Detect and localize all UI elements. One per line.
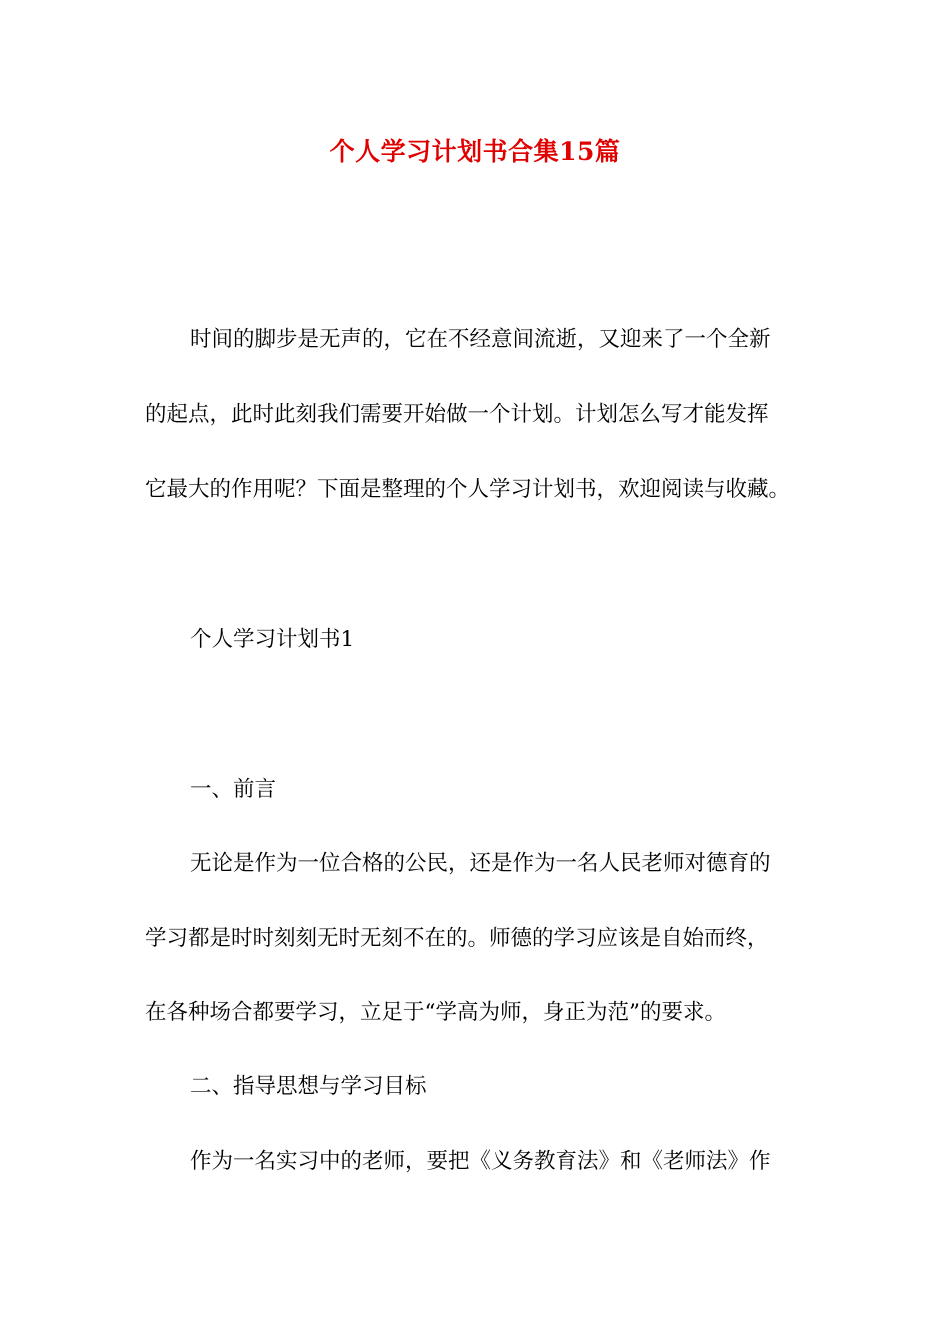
section-heading: 一、前言 [190,777,277,802]
document-title: 个人学习计划书合集15篇 [329,137,621,166]
paragraph-line: 时间的脚步是无声的，它在不经意间流逝，又迎来了一个全新 [190,327,771,352]
paragraph-line: 在各种场合都要学习，立足于“学高为师，身正为范”的要求。 [145,1000,726,1025]
paragraph-line: 无论是作为一位合格的公民，还是作为一名人民老师对德育的 [190,851,771,876]
section-heading: 二、指导思想与学习目标 [190,1074,427,1099]
paragraph-line: 它最大的作用呢？下面是整理的个人学习计划书，欢迎阅读与收藏。 [145,477,791,502]
paragraph-line: 学习都是时时刻刻无时无刻不在的。师德的学习应该是自始而终， [145,926,769,951]
paragraph-line: 的起点，此时此刻我们需要开始做一个计划。计划怎么写才能发挥 [145,402,769,427]
paragraph-line: 作为一名实习中的老师，要把《义务教育法》和《老师法》作 [190,1149,771,1174]
section-heading: 个人学习计划书1 [190,627,355,652]
